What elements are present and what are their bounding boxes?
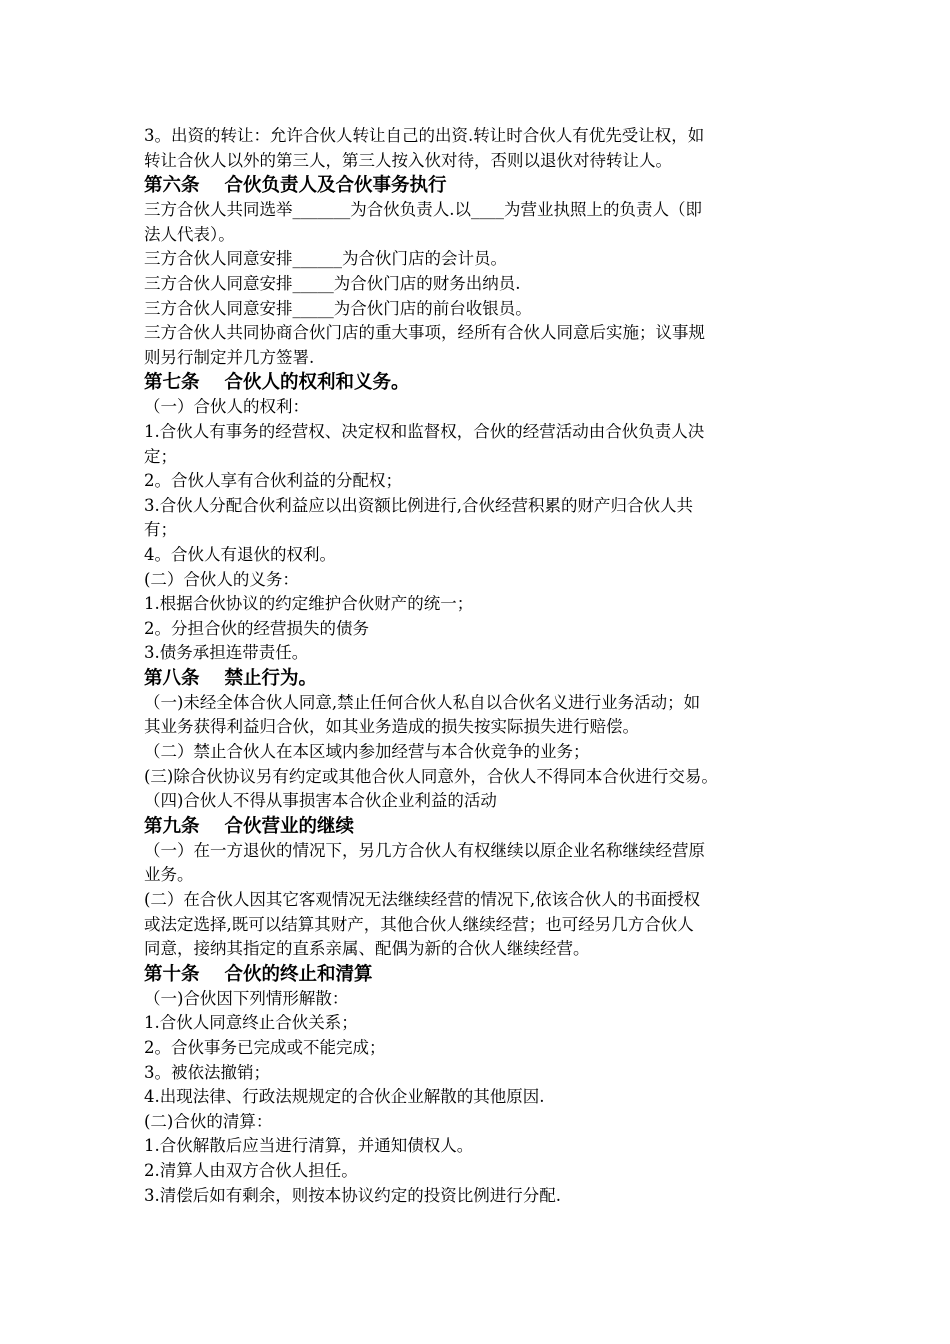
text-line: （一)未经全体合伙人同意,禁止任何合伙人私自以合伙名义进行业务活动；如 [144, 692, 701, 712]
text-line: 3.合伙人分配合伙利益应以出资额比例进行,合伙经营积累的财产归合伙人共 [144, 495, 693, 515]
text-line: 三方合伙人共同选举_______为合伙负责人.以____为营业执照上的负责人（即 [144, 200, 702, 220]
text-line: 2。分担合伙的经营损失的债务 [144, 618, 369, 638]
text-line: 4。合伙人有退伙的权利。 [144, 544, 336, 564]
text-line: (二）在合伙人因其它客观情况无法继续经营的情况下,依该合伙人的书面授权 [144, 890, 701, 910]
text-line: 3.债务承担连带责任。 [144, 643, 309, 663]
text-line: 1.合伙解散后应当进行清算，并通知债权人。 [144, 1136, 474, 1156]
section-heading: 第十条 合伙的终止和清算 [144, 963, 373, 985]
section-heading: 第七条 合伙人的权利和义务。 [144, 372, 410, 394]
text-line: （二）禁止合伙人在本区域内参加经营与本合伙竞争的业务； [144, 742, 590, 762]
text-line: 2。合伙人享有合伙利益的分配权； [144, 471, 402, 491]
text-line: （一）合伙人的权利： [144, 397, 309, 417]
text-line: 法人代表）。 [144, 224, 235, 244]
text-line: 三方合伙人同意安排_____为合伙门店的前台收银员。 [144, 298, 532, 318]
text-line: (二）合伙人的义务： [144, 569, 299, 589]
text-line: （一)合伙因下列情形解散： [144, 988, 349, 1008]
document-page [144, 124, 814, 1208]
section-heading: 第九条 合伙营业的继续 [144, 815, 354, 837]
text-line: 同意，接纳其指定的直系亲属、配偶为新的合伙人继续经营。 [144, 939, 590, 959]
text-line: 三方合伙人共同协商合伙门店的重大事项，经所有合伙人同意后实施；议事规 [144, 323, 705, 343]
section-heading: 第六条 合伙负责人及合伙事务执行 [144, 175, 447, 197]
text-line: （一）在一方退伙的情况下，另几方合伙人有权继续以原企业名称继续经营原 [144, 840, 705, 860]
text-line: 业务。 [144, 865, 194, 885]
text-line: 1.合伙人有事务的经营权、决定权和监督权，合伙的经营活动由合伙负责人决 [144, 421, 705, 441]
text-line: 3。被依法撤销； [144, 1062, 270, 1082]
text-line: 2.清算人由双方合伙人担任。 [144, 1160, 358, 1180]
text-line: 或法定选择,既可以结算其财产，其他合伙人继续经营；也可经另几方合伙人 [144, 914, 694, 934]
text-line: 则另行制定并几方签署. [144, 347, 315, 367]
text-line: 1.根据合伙协议的约定维护合伙财产的统一； [144, 594, 474, 614]
text-line: 三方合伙人同意安排______为合伙门店的会计员。 [144, 249, 507, 269]
text-line: 三方合伙人同意安排_____为合伙门店的财务出纳员. [144, 273, 521, 293]
text-line: 4.出现法律、行政法规规定的合伙企业解散的其他原因. [144, 1087, 545, 1107]
section-heading: 第八条 禁止行为。 [144, 667, 317, 689]
text-line: 3.清偿后如有剩余，则按本协议约定的投资比例进行分配. [144, 1185, 561, 1205]
text-line: 转让合伙人以外的第三人，第三人按入伙对待，否则以退伙对待转让人。 [144, 150, 672, 170]
text-line: 定； [144, 446, 177, 466]
text-line: 3。出资的转让：允许合伙人转让自己的出资.转让时合伙人有优先受让权，如 [144, 126, 705, 145]
text-line: 2。合伙事务已完成或不能完成； [144, 1038, 386, 1057]
text-line: (三)除合伙协议另有约定或其他合伙人同意外，合伙人不得同本合伙进行交易。 [144, 766, 718, 786]
text-line: 有； [144, 520, 177, 540]
text-line: （四)合伙人不得从事损害本合伙企业利益的活动 [144, 791, 497, 811]
text-line: 1.合伙人同意终止合伙关系； [144, 1013, 358, 1033]
text-line: 其业务获得利益归合伙，如其业务造成的损失按实际损失进行赔偿。 [144, 717, 639, 737]
text-line: (二)合伙的清算： [144, 1111, 273, 1131]
